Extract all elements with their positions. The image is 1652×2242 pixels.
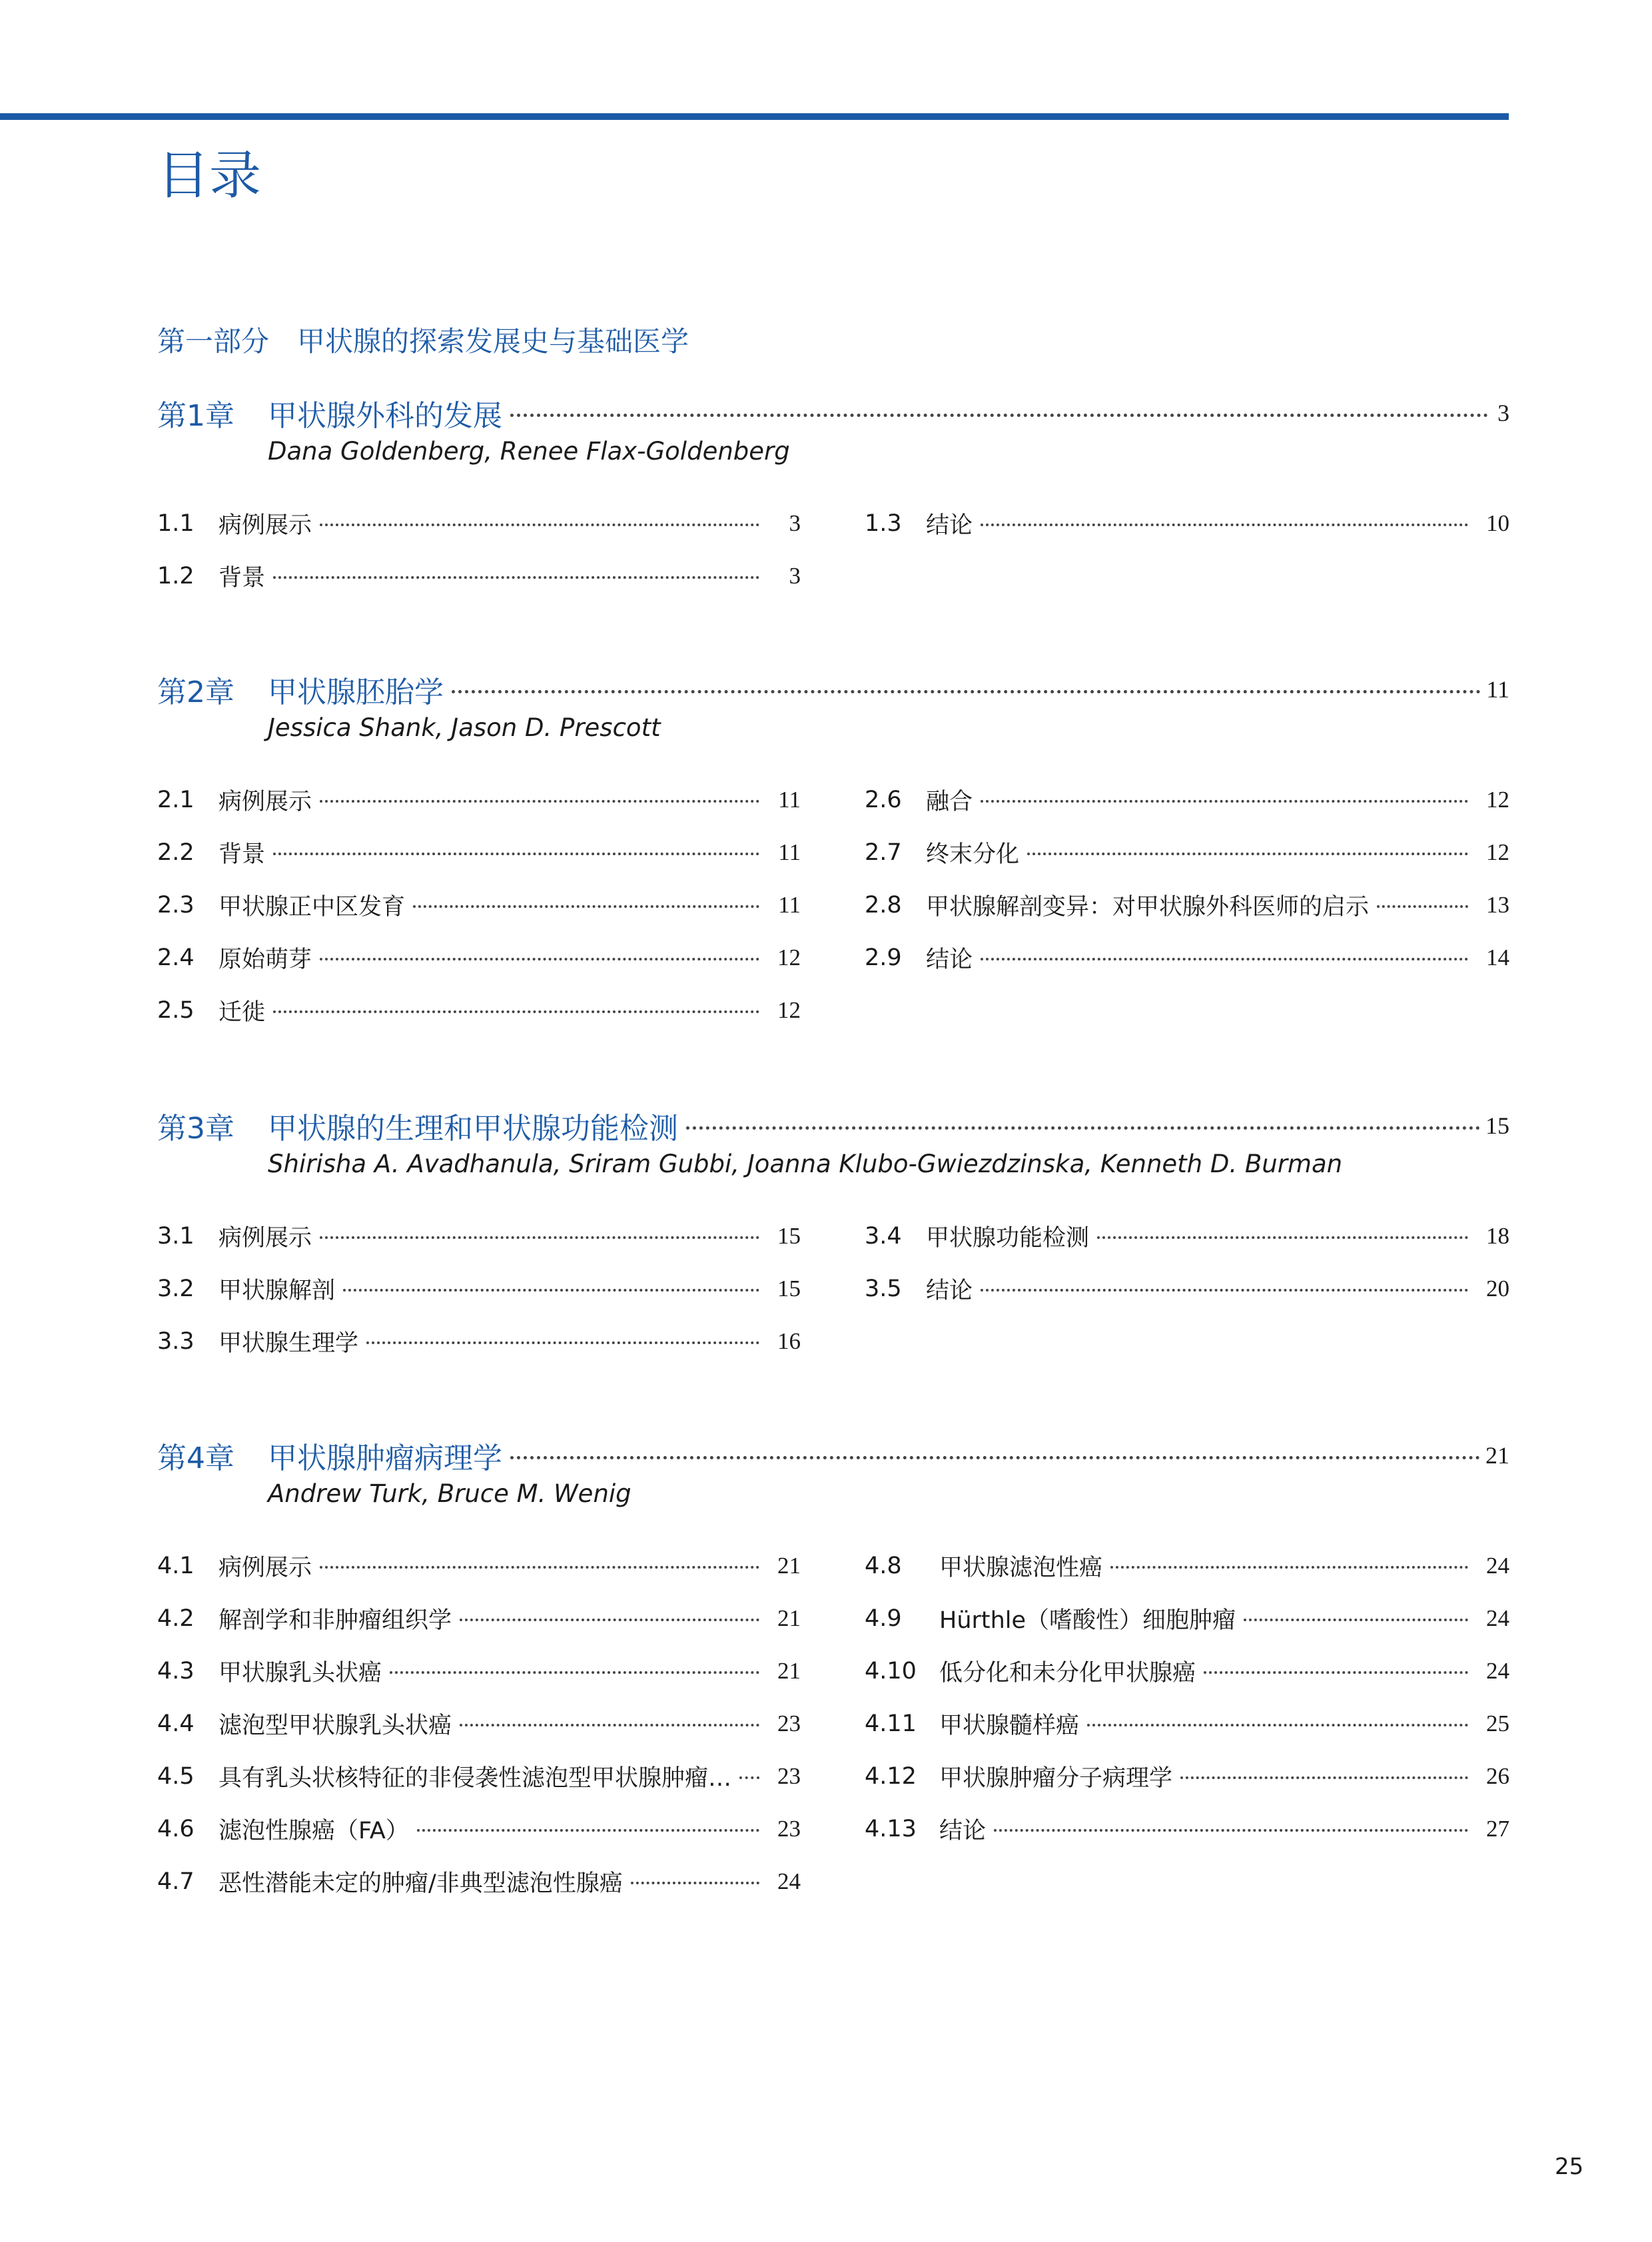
part-title: 第一部分 甲状腺的探索发展史与基础医学 <box>157 325 689 358</box>
section-page: 23 <box>777 1815 801 1842</box>
section-title: 结论 <box>926 946 973 973</box>
section-number: 4.10 <box>865 1657 917 1684</box>
section-title: 病例展示 <box>218 1554 312 1581</box>
leader-dots <box>1087 1724 1468 1726</box>
section-number: 3.5 <box>865 1275 902 1302</box>
leader-dots <box>981 800 1468 803</box>
section-number: 2.9 <box>865 944 902 971</box>
section-number: 4.5 <box>157 1762 195 1790</box>
chapter-heading[interactable] <box>157 1435 1509 1475</box>
toc-entry[interactable] <box>157 773 801 826</box>
section-number: 4.2 <box>157 1605 195 1632</box>
chapter-authors: Shirisha A. Avadhanula, Sriram Gubbi, Joanna Klubo-Gwiezdzinska, Kenneth D. Burman <box>268 1150 1343 1178</box>
chapter-2 <box>157 669 1509 1026</box>
section-title: 原始萌芽 <box>218 946 312 973</box>
leader-dots <box>1097 1236 1468 1239</box>
section-number: 1.3 <box>865 510 902 537</box>
section-title: 甲状腺髓样癌 <box>939 1712 1080 1739</box>
section-page: 24 <box>1486 1605 1509 1631</box>
section-column-right <box>865 497 1509 550</box>
toc-entry[interactable] <box>865 1210 1509 1262</box>
section-title: 病例展示 <box>218 1224 312 1252</box>
toc-entry[interactable] <box>865 1645 1509 1697</box>
toc-entry[interactable] <box>157 1210 801 1262</box>
section-page: 15 <box>777 1222 801 1249</box>
section-page: 12 <box>777 944 801 970</box>
chapter-page: 11 <box>1486 676 1509 703</box>
section-title: 终末分化 <box>926 841 1020 868</box>
section-number: 1.1 <box>157 510 195 537</box>
chapter-number: 第1章 <box>157 399 234 433</box>
chapter-4 <box>157 1435 1509 1897</box>
section-title: 背景 <box>218 841 266 868</box>
section-title: Hürthle（嗜酸性）细胞肿瘤 <box>939 1607 1236 1634</box>
leader-dots <box>510 414 1488 417</box>
chapter-authors: Andrew Turk, Bruce M. Wenig <box>268 1479 631 1508</box>
leader-dots <box>273 1010 759 1013</box>
leader-dots <box>981 1289 1468 1292</box>
section-number: 4.9 <box>865 1605 902 1632</box>
chapter-page: 3 <box>1497 400 1509 426</box>
section-column-left <box>157 1539 801 1908</box>
section-title: 结论 <box>939 1817 987 1844</box>
section-number: 4.3 <box>157 1657 195 1684</box>
section-title: 结论 <box>926 512 973 539</box>
section-number: 2.1 <box>157 786 195 813</box>
section-number: 4.13 <box>865 1815 917 1842</box>
section-title: 病例展示 <box>218 788 312 815</box>
leader-dots <box>1180 1776 1468 1779</box>
chapter-title: 甲状腺的生理和甲状腺功能检测 <box>268 1112 678 1146</box>
toc-entry[interactable] <box>865 1592 1509 1645</box>
section-number: 2.2 <box>157 839 195 866</box>
section-title: 甲状腺解剖变异：对甲状腺外科医师的启示 <box>926 893 1370 921</box>
toc-entry[interactable] <box>865 931 1509 984</box>
section-page: 23 <box>777 1762 801 1789</box>
section-title: 恶性潜能未定的肿瘤/非典型滤泡性腺癌 <box>218 1870 623 1897</box>
toc-entry[interactable] <box>157 1750 801 1802</box>
leader-dots <box>994 1829 1468 1832</box>
leader-dots <box>417 1829 759 1832</box>
section-page: 21 <box>777 1552 801 1579</box>
leader-dots <box>739 1776 759 1779</box>
toc-entry[interactable] <box>865 826 1509 879</box>
section-number: 3.1 <box>157 1222 195 1250</box>
chapter-authors: Jessica Shank, Jason D. Prescott <box>268 713 661 742</box>
section-column-right <box>865 1539 1509 1855</box>
chapter-heading[interactable] <box>157 669 1509 709</box>
section-number: 4.4 <box>157 1710 195 1737</box>
leader-dots <box>460 1619 759 1621</box>
leader-dots <box>452 690 1481 693</box>
section-column-right <box>865 773 1509 984</box>
toc-entry[interactable] <box>157 1697 801 1750</box>
section-page: 13 <box>1486 891 1509 918</box>
chapter-number: 第3章 <box>157 1112 234 1146</box>
section-page: 11 <box>778 891 801 918</box>
toc-entry[interactable] <box>865 773 1509 826</box>
toc-entry[interactable] <box>157 1645 801 1697</box>
section-title: 甲状腺功能检测 <box>926 1224 1090 1252</box>
section-title: 滤泡性腺癌（FA） <box>218 1817 409 1844</box>
toc-entry[interactable] <box>865 1697 1509 1750</box>
section-page: 12 <box>1486 839 1509 865</box>
toc-entry[interactable] <box>157 1855 801 1908</box>
toc-entry[interactable] <box>157 1315 801 1367</box>
section-title: 滤泡型甲状腺乳头状癌 <box>218 1712 452 1739</box>
leader-dots <box>413 905 759 908</box>
leader-dots <box>320 1236 759 1239</box>
chapter-1 <box>157 393 1509 591</box>
leader-dots <box>981 958 1468 960</box>
leader-dots <box>1110 1566 1468 1569</box>
chapter-3 <box>157 1106 1509 1357</box>
section-title: 甲状腺生理学 <box>218 1329 359 1357</box>
toc-entry[interactable] <box>865 497 1509 550</box>
section-number: 4.11 <box>865 1710 917 1737</box>
leader-dots <box>981 524 1468 526</box>
toc-entry[interactable] <box>157 1262 801 1315</box>
toc-entry[interactable] <box>157 1539 801 1592</box>
leader-dots <box>1244 1619 1468 1621</box>
toc-entry[interactable] <box>157 826 801 879</box>
leader-dots <box>686 1126 1480 1130</box>
section-column-left <box>157 773 801 1036</box>
chapter-title: 甲状腺外科的发展 <box>268 399 502 433</box>
section-page: 16 <box>777 1327 801 1354</box>
section-page: 15 <box>777 1275 801 1302</box>
leader-dots <box>1377 905 1468 908</box>
top-rule <box>0 113 1509 120</box>
chapter-title: 甲状腺胚胎学 <box>268 675 444 709</box>
section-title: 甲状腺解剖 <box>218 1277 336 1304</box>
section-page: 11 <box>778 786 801 813</box>
section-number: 4.12 <box>865 1762 917 1790</box>
toc-entry[interactable] <box>865 1750 1509 1802</box>
leader-dots <box>320 524 759 526</box>
leader-dots <box>320 800 759 803</box>
toc-entry[interactable] <box>157 497 801 550</box>
leader-dots <box>460 1724 759 1726</box>
section-title: 病例展示 <box>218 512 312 539</box>
leader-dots <box>1027 853 1468 855</box>
section-title: 甲状腺正中区发育 <box>218 893 406 921</box>
section-title: 背景 <box>218 564 266 591</box>
leader-dots <box>343 1289 759 1292</box>
toc-entry[interactable] <box>157 550 801 602</box>
section-number: 2.5 <box>157 996 195 1024</box>
section-number: 2.4 <box>157 944 195 971</box>
section-title: 迁徙 <box>218 998 266 1026</box>
leader-dots <box>320 1566 759 1569</box>
chapter-number: 第2章 <box>157 675 234 709</box>
section-page: 24 <box>777 1868 801 1894</box>
leader-dots <box>366 1341 759 1344</box>
section-page: 21 <box>777 1657 801 1684</box>
section-title: 解剖学和非肿瘤组织学 <box>218 1607 452 1634</box>
section-title: 甲状腺滤泡性癌 <box>939 1554 1103 1581</box>
section-title: 甲状腺肿瘤分子病理学 <box>939 1764 1173 1792</box>
page-title: 目录 <box>157 146 262 206</box>
section-page: 11 <box>778 839 801 865</box>
leader-dots <box>390 1671 759 1674</box>
section-number: 3.3 <box>157 1327 195 1355</box>
section-page: 10 <box>1486 510 1509 536</box>
chapter-page: 21 <box>1485 1442 1509 1469</box>
toc-entry[interactable] <box>865 879 1509 931</box>
section-number: 2.8 <box>865 891 902 919</box>
page-number: 25 <box>1555 2153 1584 2180</box>
section-column-right <box>865 1210 1509 1315</box>
section-number: 4.6 <box>157 1815 195 1842</box>
section-title: 低分化和未分化甲状腺癌 <box>939 1659 1196 1686</box>
section-column-left <box>157 1210 801 1367</box>
section-title: 甲状腺乳头状癌 <box>218 1659 382 1686</box>
toc-entry[interactable] <box>865 1262 1509 1315</box>
section-column-left <box>157 497 801 602</box>
toc-entry[interactable] <box>157 1592 801 1645</box>
leader-dots <box>320 958 759 960</box>
section-number: 4.8 <box>865 1552 902 1579</box>
toc-entry[interactable] <box>157 879 801 931</box>
section-title: 具有乳头状核特征的非侵袭性滤泡型甲状腺肿瘤… <box>218 1764 732 1792</box>
section-number: 2.7 <box>865 839 902 866</box>
toc-entry[interactable] <box>157 984 801 1036</box>
toc-entry[interactable] <box>865 1802 1509 1855</box>
section-number: 4.1 <box>157 1552 195 1579</box>
section-number: 4.7 <box>157 1868 195 1895</box>
chapter-number: 第4章 <box>157 1441 234 1475</box>
chapter-title: 甲状腺肿瘤病理学 <box>268 1441 502 1475</box>
chapter-authors: Dana Goldenberg, Renee Flax-Goldenberg <box>268 437 790 466</box>
section-page: 12 <box>1486 786 1509 813</box>
leader-dots <box>1204 1671 1468 1674</box>
section-number: 3.2 <box>157 1275 195 1302</box>
section-page: 24 <box>1486 1657 1509 1684</box>
toc-entry[interactable] <box>157 931 801 984</box>
section-page: 24 <box>1486 1552 1509 1579</box>
section-page: 3 <box>789 510 801 536</box>
section-title: 融合 <box>926 788 973 815</box>
section-page: 26 <box>1486 1762 1509 1789</box>
section-number: 2.3 <box>157 891 195 919</box>
section-page: 21 <box>777 1605 801 1631</box>
section-page: 3 <box>789 562 801 589</box>
section-title: 结论 <box>926 1277 973 1304</box>
leader-dots <box>631 1882 759 1884</box>
leader-dots <box>273 853 759 855</box>
section-page: 27 <box>1486 1815 1509 1842</box>
section-page: 14 <box>1486 944 1509 970</box>
section-number: 2.6 <box>865 786 902 813</box>
leader-dots <box>273 576 759 579</box>
leader-dots <box>510 1456 1480 1459</box>
section-page: 12 <box>777 996 801 1023</box>
section-page: 23 <box>777 1710 801 1736</box>
section-page: 25 <box>1486 1710 1509 1736</box>
chapter-heading[interactable] <box>157 393 1509 433</box>
chapter-page: 15 <box>1485 1112 1509 1139</box>
section-number: 1.2 <box>157 562 195 589</box>
section-page: 20 <box>1486 1275 1509 1302</box>
toc-entry[interactable] <box>157 1802 801 1855</box>
toc-entry[interactable] <box>865 1539 1509 1592</box>
chapter-heading[interactable] <box>157 1106 1509 1146</box>
section-number: 3.4 <box>865 1222 902 1250</box>
section-page: 18 <box>1486 1222 1509 1249</box>
